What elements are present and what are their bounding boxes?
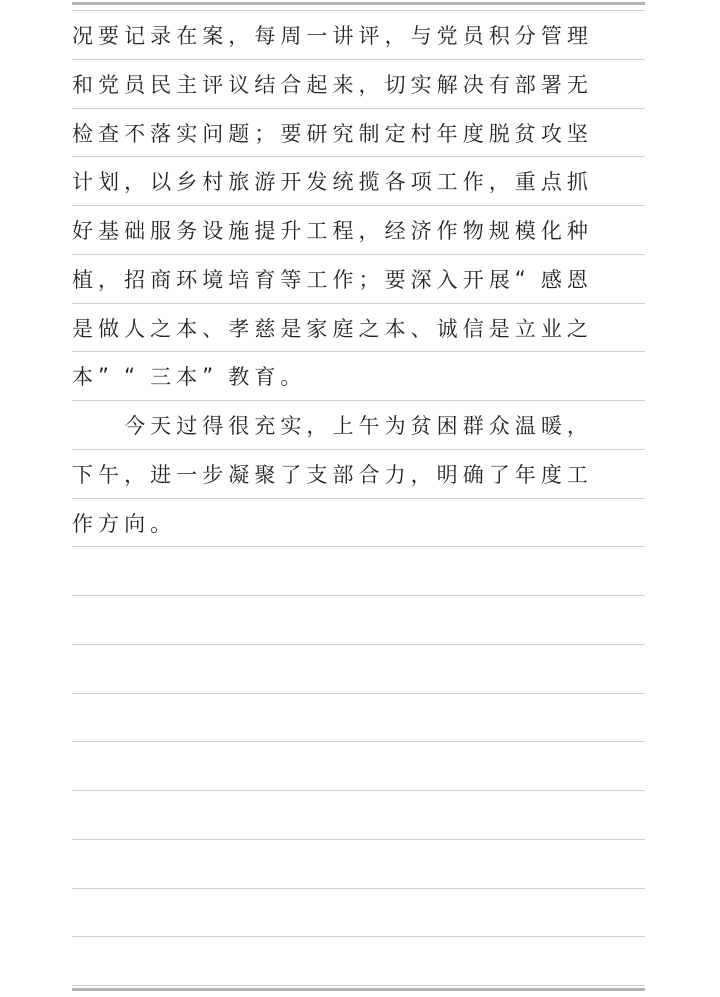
paragraph-start-line: 今 天 过 得 很 充 实 ， 上 午 为 贫 困 群 众 温 暖 ， — [124, 414, 588, 438]
text-line: 检 查 不 落 实 问 题 ； 要 研 究 制 定 村 年 度 脱 贫 攻 坚 — [72, 121, 588, 146]
text-line: 本 ” “ 三 本 ” 教 育 。 — [72, 364, 302, 390]
text-line: 和 党 员 民 主 评 议 结 合 起 来 ， 切 实 解 决 有 部 署 无 — [72, 72, 588, 97]
ruled-line — [72, 693, 645, 694]
text-line: 下 午 ， 进 一 步 凝 聚 了 支 部 合 力 ， 明 确 了 年 度 工 — [72, 462, 588, 487]
top-border — [72, 2, 645, 5]
ruled-line — [72, 644, 645, 645]
ruled-line — [72, 888, 645, 889]
ruled-line — [72, 985, 645, 986]
text-line: 况 要 记 录 在 案 ， 每 周 一 讲 评 ， 与 党 员 积 分 管 理 — [72, 24, 588, 48]
text-line: 作 方 向 。 — [72, 511, 172, 536]
ruled-line — [72, 741, 645, 742]
ruled-line — [72, 936, 645, 937]
text-line: 计 划 ， 以 乡 村 旅 游 开 发 统 揽 各 项 工 作 ， 重 点 抓 — [72, 170, 588, 195]
ruled-line — [72, 790, 645, 791]
ruled-line — [72, 595, 645, 596]
text-line: 好 基 础 服 务 设 施 提 升 工 程 ， 经 济 作 物 规 模 化 种 — [72, 219, 588, 243]
text-line: 植 ， 招 商 环 境 培 育 等 工 作 ； 要 深 入 开 展 “ 感 恩 — [72, 266, 588, 292]
text-line: 是 做 人 之 本 、 孝 慈 是 家 庭 之 本 、 诚 信 是 立 业 之 — [72, 316, 588, 341]
bottom-border — [72, 988, 645, 991]
ruled-line — [72, 839, 645, 840]
